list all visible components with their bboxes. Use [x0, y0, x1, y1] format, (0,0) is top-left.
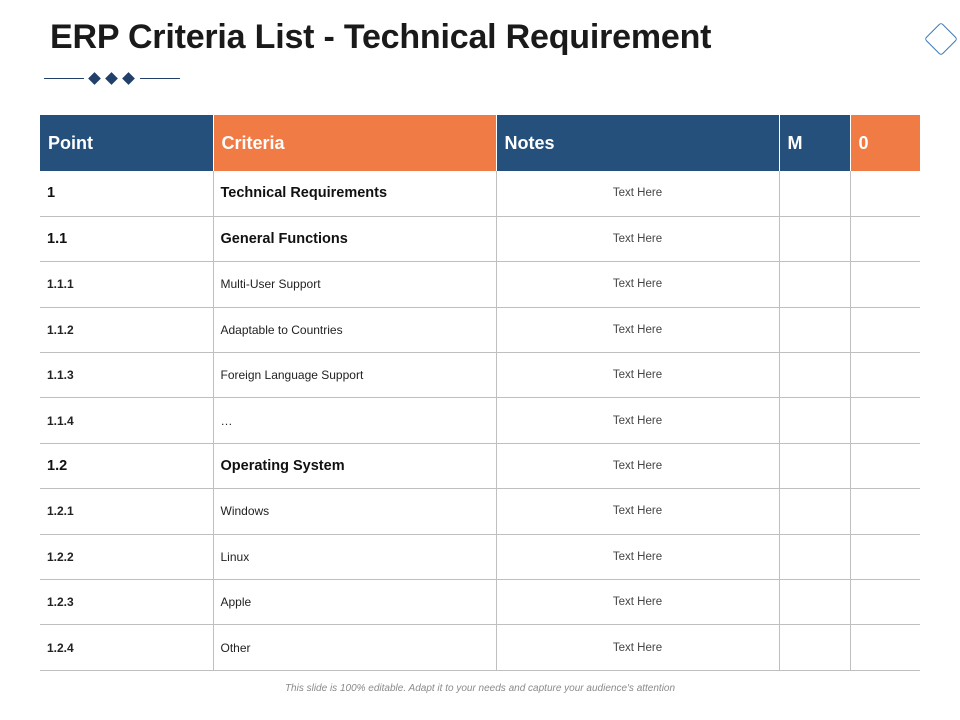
row-point: 1.1.1 — [40, 262, 213, 307]
table-header-row — [40, 115, 920, 171]
row-point: 1 — [40, 171, 213, 216]
row-notes: Text Here — [496, 307, 779, 352]
header-notes: Notes — [496, 115, 779, 171]
divider-line-right — [140, 78, 180, 79]
row-notes: Text Here — [496, 534, 779, 579]
row-criteria: Linux — [213, 534, 496, 579]
row-notes: Text Here — [496, 171, 779, 216]
row-notes: Text Here — [496, 580, 779, 625]
table-row — [40, 307, 920, 352]
row-criteria: Windows — [213, 489, 496, 534]
row-notes: Text Here — [496, 216, 779, 261]
divider-line-left — [44, 78, 84, 79]
row-zero-cell — [850, 625, 920, 670]
row-zero-cell — [850, 353, 920, 398]
row-point: 1.1.3 — [40, 353, 213, 398]
header-zero: 0 — [850, 115, 920, 171]
row-notes: Text Here — [496, 625, 779, 670]
row-notes: Text Here — [496, 443, 779, 488]
row-zero-cell — [850, 262, 920, 307]
criteria-table — [40, 115, 920, 671]
row-point: 1.1 — [40, 216, 213, 261]
row-point: 1.2 — [40, 443, 213, 488]
table-row — [40, 580, 920, 625]
diamond-icon — [88, 72, 101, 85]
row-criteria: Foreign Language Support — [213, 353, 496, 398]
row-notes: Text Here — [496, 489, 779, 534]
row-zero-cell — [850, 171, 920, 216]
row-notes: Text Here — [496, 398, 779, 443]
row-zero-cell — [850, 307, 920, 352]
table-row — [40, 171, 920, 216]
row-m-cell — [779, 398, 850, 443]
table-row — [40, 534, 920, 579]
row-zero-cell — [850, 398, 920, 443]
row-point: 1.2.3 — [40, 580, 213, 625]
table-row — [40, 216, 920, 261]
row-m-cell — [779, 625, 850, 670]
row-m-cell — [779, 307, 850, 352]
diamond-outline-icon — [924, 22, 958, 56]
row-zero-cell — [850, 580, 920, 625]
row-point: 1.1.2 — [40, 307, 213, 352]
row-m-cell — [779, 534, 850, 579]
row-criteria: Adaptable to Countries — [213, 307, 496, 352]
row-m-cell — [779, 580, 850, 625]
row-criteria: Multi-User Support — [213, 262, 496, 307]
row-point: 1.2.4 — [40, 625, 213, 670]
row-m-cell — [779, 489, 850, 534]
row-point: 1.1.4 — [40, 398, 213, 443]
table-row — [40, 398, 920, 443]
row-m-cell — [779, 443, 850, 488]
row-m-cell — [779, 171, 850, 216]
row-zero-cell — [850, 443, 920, 488]
row-criteria: Other — [213, 625, 496, 670]
row-zero-cell — [850, 534, 920, 579]
row-criteria: General Functions — [213, 216, 496, 261]
row-criteria: Operating System — [213, 443, 496, 488]
header-m: M — [779, 115, 850, 171]
diamond-icon — [122, 72, 135, 85]
row-criteria: … — [213, 398, 496, 443]
row-criteria: Technical Requirements — [213, 171, 496, 216]
row-zero-cell — [850, 216, 920, 261]
row-point: 1.2.1 — [40, 489, 213, 534]
header-criteria: Criteria — [213, 115, 496, 171]
row-m-cell — [779, 216, 850, 261]
table-body — [40, 171, 920, 670]
row-m-cell — [779, 262, 850, 307]
table-row — [40, 489, 920, 534]
footer-note: This slide is 100% editable. Adapt it to your needs and capture your audience's attention — [284, 683, 676, 694]
row-point: 1.2.2 — [40, 534, 213, 579]
table-row — [40, 353, 920, 398]
table-row — [40, 262, 920, 307]
row-criteria: Apple — [213, 580, 496, 625]
row-zero-cell — [850, 489, 920, 534]
row-m-cell — [779, 353, 850, 398]
diamond-icon — [105, 72, 118, 85]
header-point: Point — [40, 115, 213, 171]
table-row — [40, 443, 920, 488]
row-notes: Text Here — [496, 353, 779, 398]
table-row — [40, 625, 920, 670]
page-title: ERP Criteria List - Technical Requirement — [50, 18, 712, 56]
title-divider — [44, 71, 180, 87]
row-notes: Text Here — [496, 262, 779, 307]
